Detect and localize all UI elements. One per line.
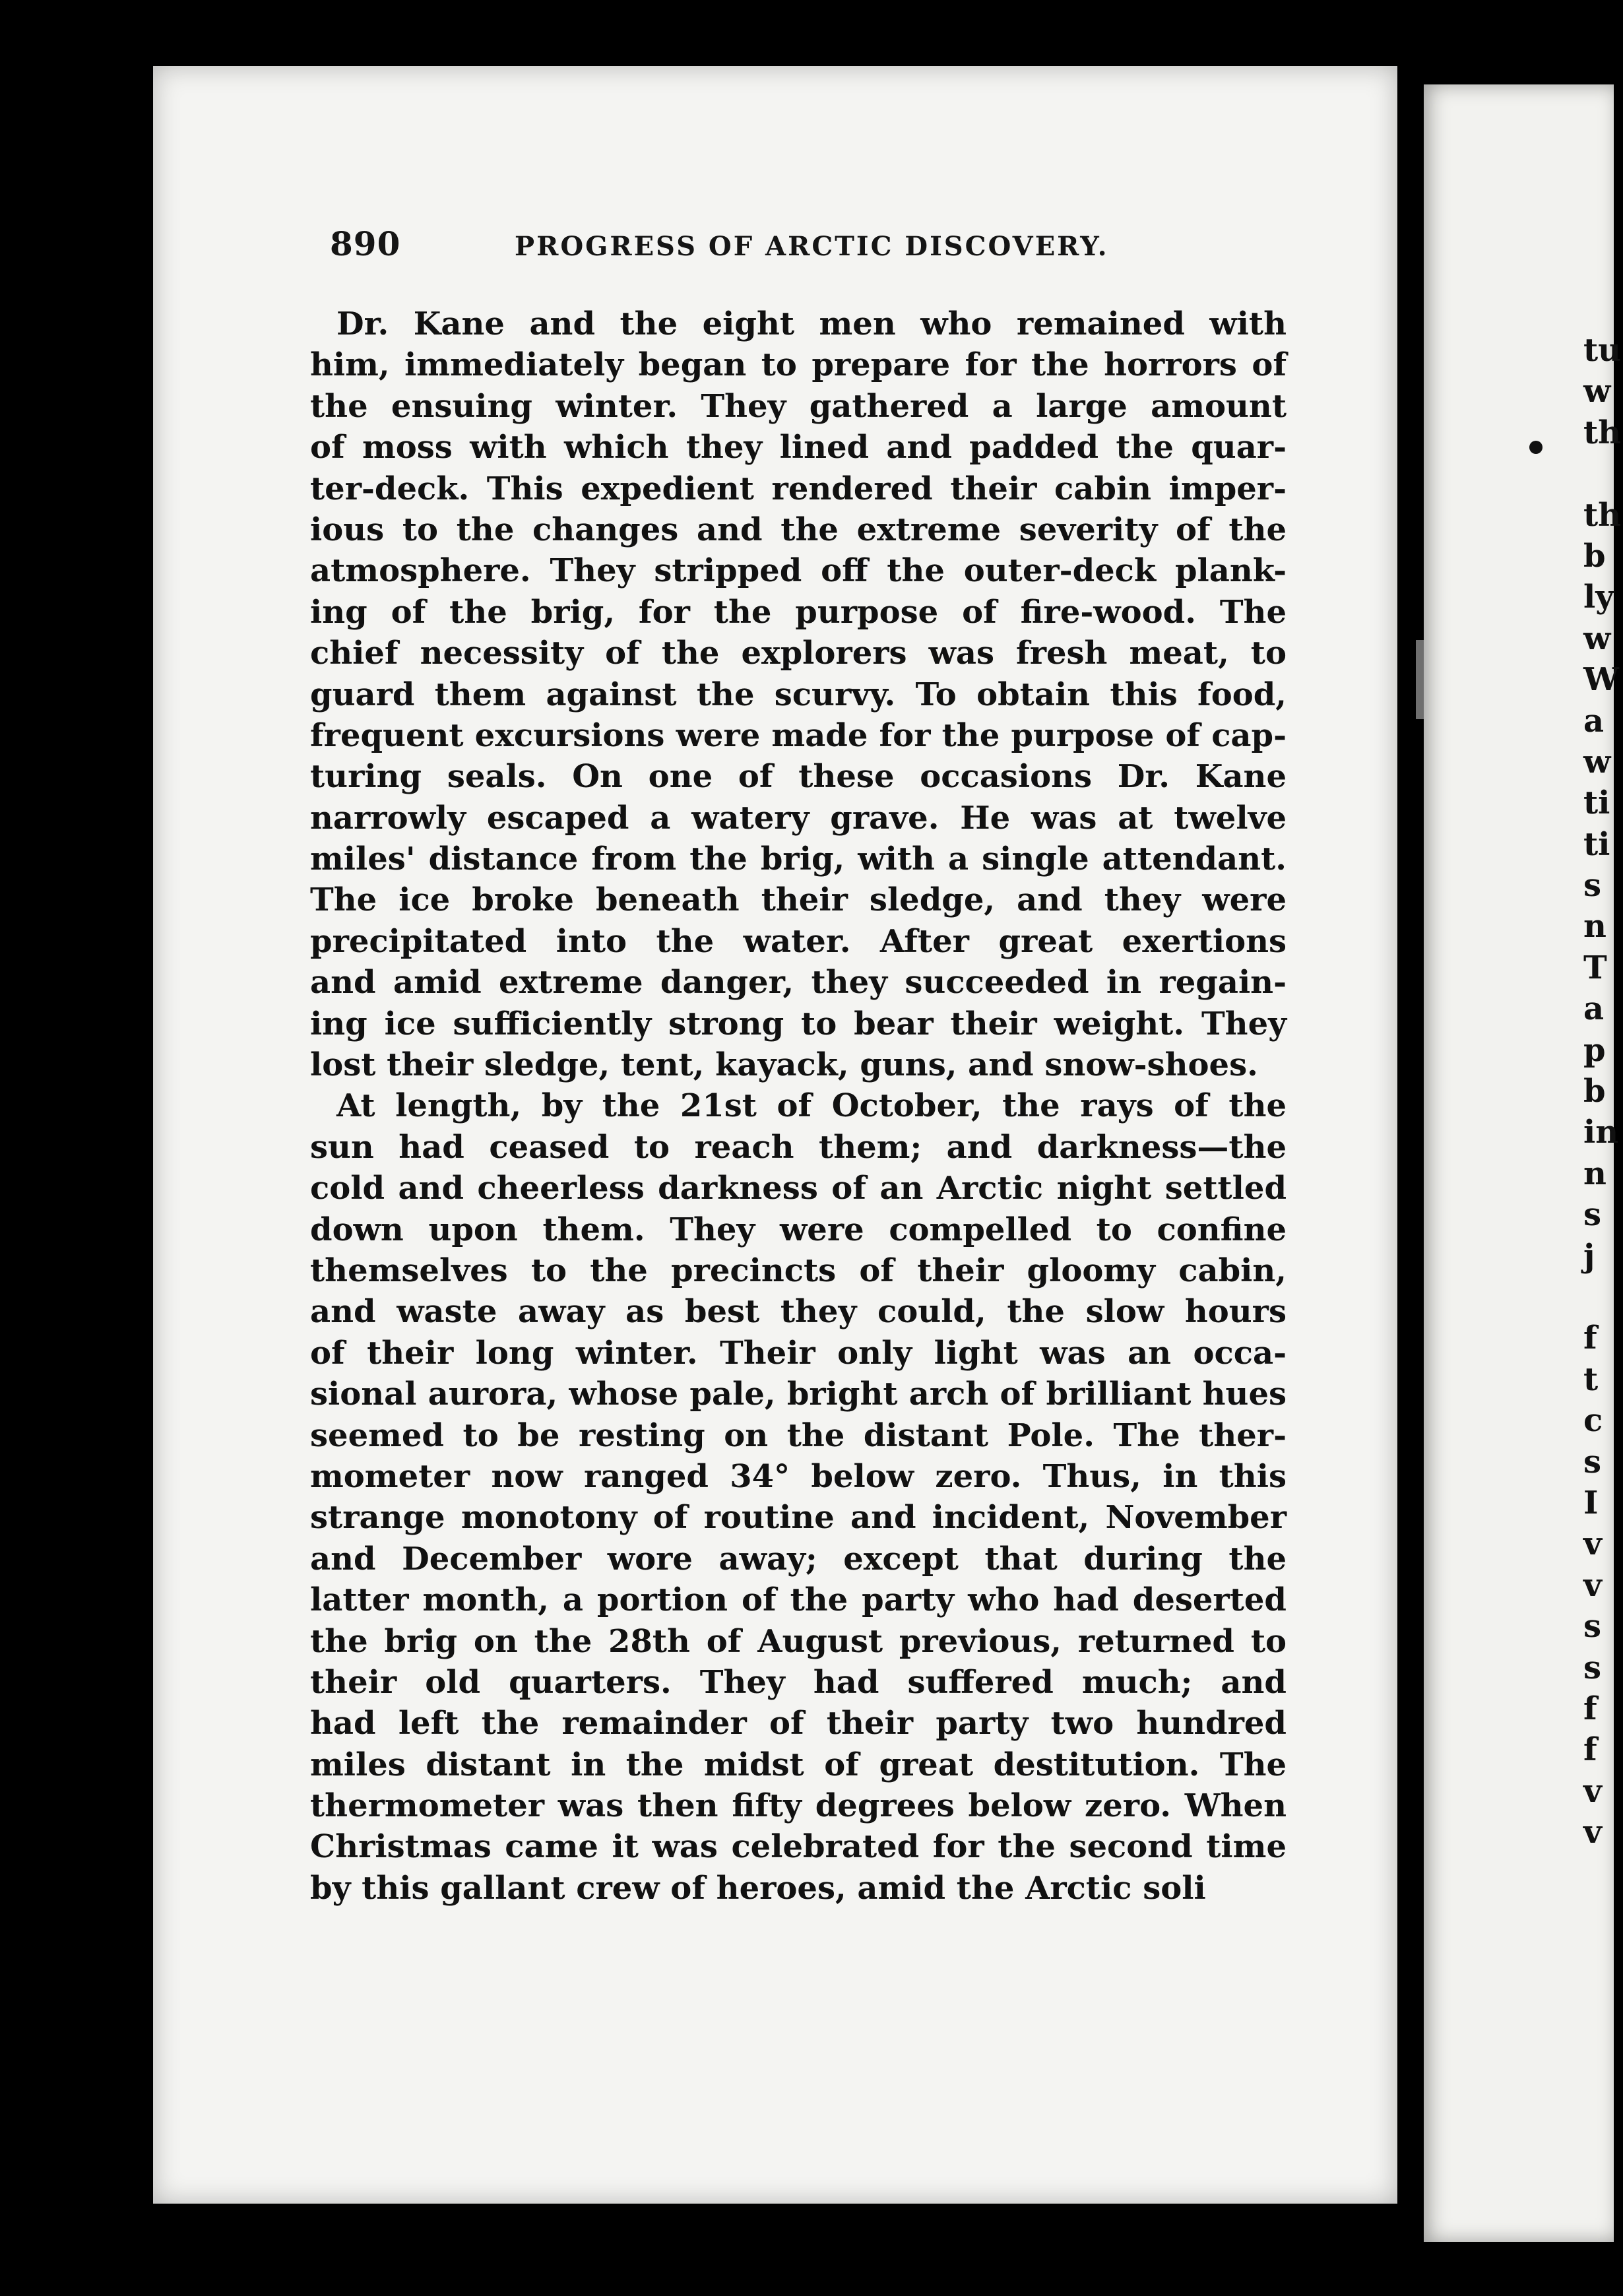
text-line: thermometer was then fifty degrees below zero. When xyxy=(310,1787,1287,1825)
text-line: Dr. Kane and the eight men who remained with xyxy=(336,305,1287,342)
fragment-line: ti xyxy=(1583,784,1610,822)
text-line: miles' distance from the brig, with a single attendant. xyxy=(310,841,1287,878)
text-line: ious to the changes and the extreme severity of the xyxy=(310,511,1287,548)
text-line: frequent excursions were made for the purpose of cap- xyxy=(310,717,1287,754)
text-line: had left the remainder of their party two hundred xyxy=(310,1705,1287,1742)
fragment-line: s xyxy=(1583,1196,1602,1234)
fragment-line: v xyxy=(1583,1525,1602,1563)
text-line: The ice broke beneath their sledge, and they were xyxy=(310,881,1287,919)
fragment-line: s xyxy=(1583,867,1602,905)
fragment-line: w xyxy=(1583,373,1611,410)
fragment-line: s xyxy=(1583,1608,1602,1645)
text-line: turing seals. On one of these occasions Dr. Kane xyxy=(310,758,1287,796)
fragment-line: in xyxy=(1583,1114,1619,1151)
text-line: and waste away as best they could, the slow hours xyxy=(310,1293,1287,1331)
fragment-line: th xyxy=(1583,496,1622,534)
text-line: guard them against the scurvy. To obtain this food, xyxy=(310,676,1287,713)
text-line: him, immediately began to prepare for the horrors of xyxy=(310,346,1287,384)
text-line: and amid extreme danger, they succeeded in regain- xyxy=(310,964,1287,1002)
fragment-line: I xyxy=(1583,1484,1599,1521)
fragment-line: b xyxy=(1583,1073,1606,1110)
text-line: themselves to the precincts of their gloomy cabin, xyxy=(310,1252,1287,1289)
fragment-line: b xyxy=(1583,537,1606,575)
bullet-mark xyxy=(1529,441,1543,454)
text-line: of moss with which they lined and padded the quar- xyxy=(310,429,1287,466)
fragment-line: w xyxy=(1583,743,1611,781)
fragment-line: n xyxy=(1583,908,1607,945)
fragment-line: f xyxy=(1583,1690,1597,1727)
text-line: their old quarters. They had suffered much; and xyxy=(310,1663,1287,1701)
fragment-line xyxy=(1583,1853,1623,1894)
fragment-line: j xyxy=(1583,1237,1595,1275)
fragment-line: v xyxy=(1583,1566,1602,1604)
fragment-line: T xyxy=(1583,949,1607,986)
text-line: atmosphere. They stripped off the outer-deck plank- xyxy=(310,552,1287,590)
text-line: ing ice sufficiently strong to bear their weight. They xyxy=(310,1005,1287,1042)
text-line: cold and cheerless darkness of an Arctic night settled xyxy=(310,1170,1287,1207)
text-line: and December wore away; except that during the xyxy=(310,1540,1287,1578)
text-line: chief necessity of the explorers was fresh meat, to xyxy=(310,635,1287,672)
fragment-line: s xyxy=(1583,1649,1602,1686)
fragment-line: f xyxy=(1583,1320,1597,1357)
fragment-line: v xyxy=(1583,1814,1602,1851)
fragment-line: p xyxy=(1583,1031,1606,1069)
fragment-line xyxy=(1583,1277,1623,1318)
text-line: miles distant in the midst of great destitution. The xyxy=(310,1746,1287,1783)
text-line: ter-deck. This expedient rendered their cabin imper- xyxy=(310,470,1287,507)
page-number: 890 xyxy=(330,224,401,263)
right-page-text-fragments xyxy=(1583,330,1623,1935)
body-text xyxy=(310,303,1287,1909)
running-title: PROGRESS OF ARCTIC DISCOVERY. xyxy=(515,231,1109,262)
fragment-line: v xyxy=(1583,1772,1602,1810)
fragment-line: w xyxy=(1583,620,1611,657)
text-line: seemed to be resting on the distant Pole. The ther- xyxy=(310,1417,1287,1454)
text-line: the ensuing winter. They gathered a large amount xyxy=(310,387,1287,425)
fragment-line: f xyxy=(1583,1731,1597,1769)
text-line: lost their sledge, tent, kayack, guns, and snow-shoes. xyxy=(310,1046,1258,1084)
fragment-line: c xyxy=(1583,1402,1603,1440)
text-line: precipitated into the water. After great exertions xyxy=(310,922,1287,960)
fragment-line: ti xyxy=(1583,825,1610,863)
text-line: narrowly escaped a watery grave. He was at twelve xyxy=(310,799,1287,837)
scan-artifact xyxy=(1416,640,1424,719)
fragment-line: t xyxy=(1583,1360,1599,1398)
text-line: sional aurora, whose pale, bright arch of brilliant hues xyxy=(310,1376,1287,1413)
fragment-line: th xyxy=(1583,414,1622,451)
fragment-line xyxy=(1583,453,1623,494)
text-line: latter month, a portion of the party who had deserted xyxy=(310,1581,1287,1619)
text-line: of their long winter. Their only light was an occa- xyxy=(310,1334,1287,1372)
fragment-line: tu xyxy=(1583,332,1622,369)
fragment-line xyxy=(1583,1894,1623,1935)
fragment-line: ly xyxy=(1583,579,1614,616)
fragment-line: a xyxy=(1583,990,1605,1028)
fragment-line: W xyxy=(1583,661,1619,699)
text-line: sun had ceased to reach them; and darkness—the xyxy=(310,1128,1287,1166)
text-line: Christmas came it was celebrated for the second time xyxy=(310,1828,1287,1866)
text-line: mometer now ranged 34° below zero. Thus, in this xyxy=(310,1457,1287,1495)
fragment-line: s xyxy=(1583,1443,1602,1481)
fragment-line: a xyxy=(1583,702,1605,740)
fragment-line: n xyxy=(1583,1155,1607,1192)
text-line: At length, by the 21st of October, the rays of the xyxy=(336,1087,1287,1125)
text-line: strange monotony of routine and incident, November xyxy=(310,1499,1287,1537)
text-line: ing of the brig, for the purpose of fire-wood. The xyxy=(310,593,1287,631)
text-line: by this gallant crew of heroes, amid the Arctic soli xyxy=(310,1869,1206,1907)
text-line: the brig on the 28th of August previous, returned to xyxy=(310,1622,1287,1660)
page-header xyxy=(172,224,1293,271)
text-line: down upon them. They were compelled to confine xyxy=(310,1211,1287,1248)
